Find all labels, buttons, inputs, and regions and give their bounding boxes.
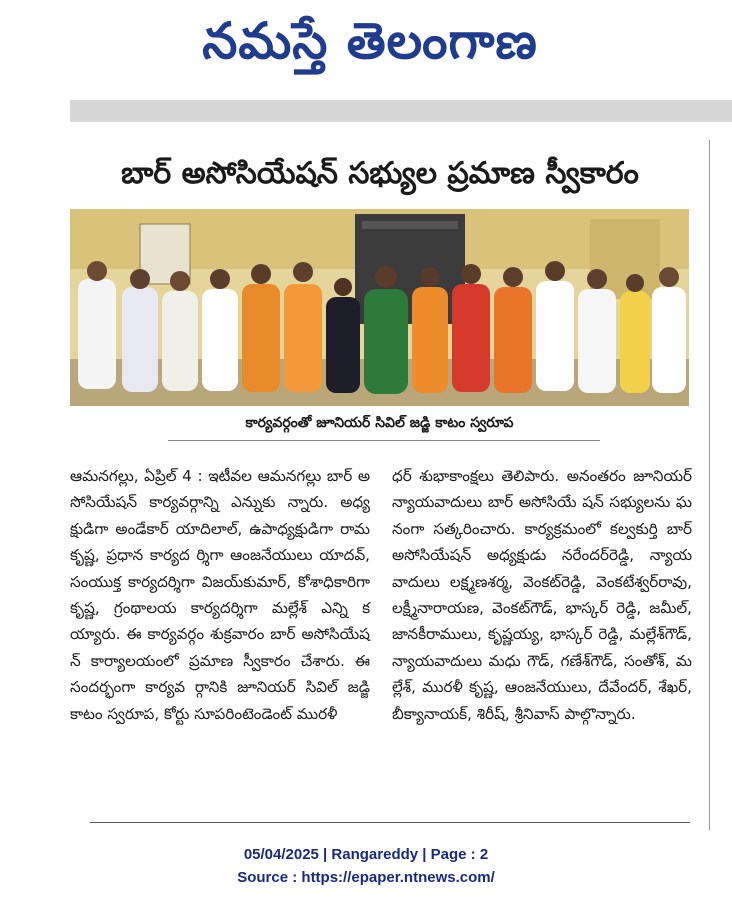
page-frame-line xyxy=(709,140,710,830)
photo-caption: కార్యవర్గంతో జూనియర్ సివిల్ జడ్జి కాటం స్వరూప xyxy=(245,415,514,431)
caption-rule xyxy=(168,440,600,441)
article-body-left-column: ఆమనగల్లు, ఏప్రిల్ 4 : ఇటీవల ఆమనగల్లు బార్ అసోసియేషన్ కార్యవర్గాన్ని ఎన్నుకు న్నారు. అధ్యక్షుడిగా అండేకార్ యాదిలాల్, ఉపాధ్యక్షుడిగా రామకృష్ణ, ప్రధాన కార్యద ర్శిగా ఆంజనేయులు యాదవ్, సంయుక్త కార్యదర్శిగా విజయ్‌కుమార్, కోశాధికారిగా కృష్ణ, గ్రంథాలయ కార్యదర్శిగా మల్లేశ్ ఎన్ని కయ్యారు. ఈ కార్యవర్గం శుక్రవారం బార్ అసోసియేషన్ కార్యాలయంలో ప్రమాణ స్వీకారం చేశారు. ఈ సందర్భంగా కార్యవ ర్గానికి జూనియర్ సివిల్ జడ్జి కాటం స్వరూప, కోర్టు సూపరింటెండెంట్ మురళీ xyxy=(70,467,370,723)
footer-date-line: 05/04/2025 | Rangareddy | Page : 2 xyxy=(243,846,489,863)
article-headline: బార్ అసోసియేషన్ సభ్యుల ప్రమాణ స్వీకారం xyxy=(121,156,639,191)
masthead-bar xyxy=(70,100,732,122)
masthead-logo: నమస్తే తెలంగాణ xyxy=(202,12,538,70)
article-photo xyxy=(70,209,689,406)
masthead xyxy=(0,0,732,84)
bottom-rule xyxy=(90,822,690,823)
footer-source-line: Source : https://epaper.ntnews.com/ xyxy=(237,869,495,886)
article-body-right-column: ధర్ శుభాకాంక్షలు తెలిపారు. అనంతరం జూనియర్ న్యాయవాదులు బార్ అసోసియే షన్ సభ్యులను ఘనంగా సత్కరించారు. కార్యక్రమంలో కల్వకుర్తి బార్ అసోసియేషన్ అధ్యక్షుడు నరేందర్‌రెడ్డి, న్యాయవాదులు లక్ష్మణశర్మ, వెంకట్‌రెడ్డి, వెంకటేశ్వర్‌రావు, లక్ష్మీనారాయణ, వెంకట్‌గౌడ్, భాస్కర్ రెడ్డి, జమీల్, జానకీరాములు, కృష్ణయ్య, భాస్కర్ రెడ్డి, మల్లేశ్‌గౌడ్, న్యాయవాదులు మధు గౌడ్, గణేశ్‌గౌడ్, సంతోశ్, మల్లేశ్, మురళీ కృష్ణ, ఆంజనేయులు, దేవేందర్, శేఖర్, బీక్యానాయక్, శిరీష్, శ్రీనివాస్ పాల్గొన్నారు. xyxy=(392,467,692,723)
